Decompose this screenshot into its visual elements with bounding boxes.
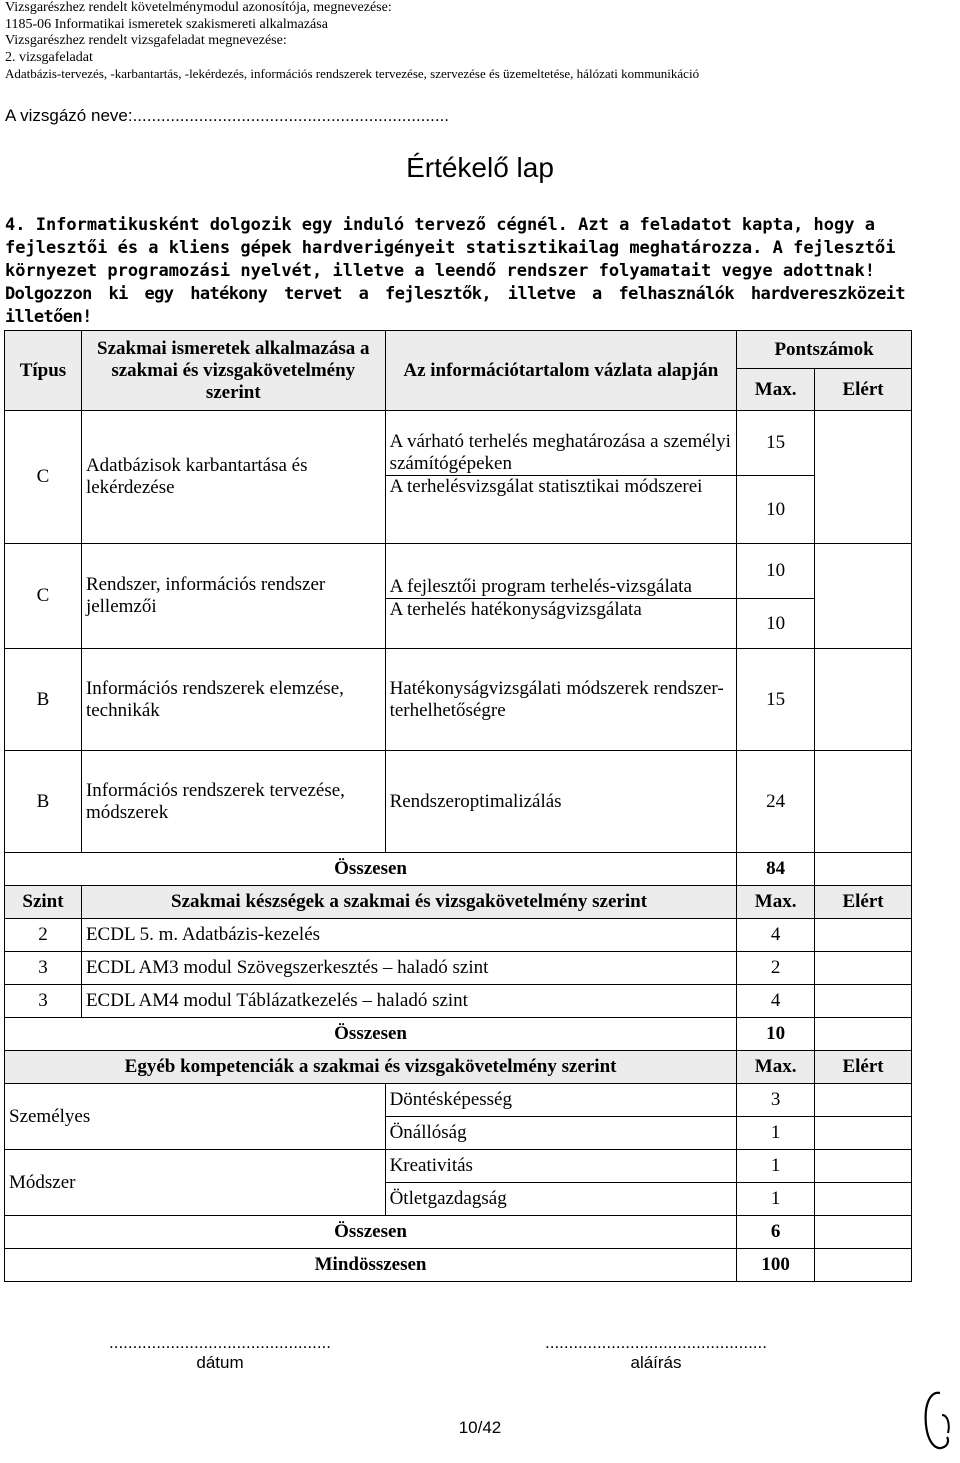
- competency-group: Módszer: [5, 1150, 386, 1216]
- evaluation-table: [4, 330, 912, 1282]
- col-achieved-header: Elért: [815, 369, 912, 411]
- row-content: A terhelés hatékonyságvizsgálata: [385, 599, 737, 649]
- date-label: dátum: [196, 1353, 244, 1372]
- competency-name: Kreativitás: [385, 1150, 737, 1183]
- task-line: Dolgozzon ki egy hatékony tervet a fejlesztők, illetve a felhasználók hardvereszközeit illetően!: [5, 284, 905, 327]
- row-content: A fejlesztői program terhelés-vizsgálata: [385, 544, 737, 599]
- total-label: Összesen: [5, 853, 737, 886]
- competency-max: 1: [737, 1150, 815, 1183]
- competency-max: 1: [737, 1183, 815, 1216]
- examinee-name-line: A vizsgázó neve:...................................................................: [5, 106, 450, 125]
- document-header: [5, 0, 699, 83]
- skills-achieved-header: Elért: [815, 886, 912, 919]
- row-content: A várható terhelés meghatározása a személyi számítógépeken: [385, 411, 737, 476]
- skill-max: 4: [737, 985, 815, 1018]
- competency-achieved: [815, 1084, 912, 1117]
- col-type-header: Típus: [5, 331, 82, 411]
- header-line: Adatbázis-tervezés, -karbantartás, -lekérdezés, információs rendszerek tervezése, szervezése és üzemeltetése, hálózati kommunikáció: [5, 66, 700, 81]
- skill-level: 3: [5, 985, 82, 1018]
- row-achieved: [815, 751, 912, 853]
- skill-achieved: [815, 919, 912, 952]
- page-title: Értékelő lap: [406, 152, 554, 183]
- date-line: ...............................................: [109, 1333, 331, 1352]
- skills-title-header: Szakmai készségek a szakmai és vizsgakövetelmény szerint: [81, 886, 736, 919]
- row-content: A terhelésvizsgálat statisztikai módszerei: [385, 476, 737, 544]
- competency-max: 1: [737, 1117, 815, 1150]
- skill-achieved: [815, 985, 912, 1018]
- skill-name: ECDL 5. m. Adatbázis-kezelés: [81, 919, 736, 952]
- grand-total-achieved: [815, 1249, 912, 1282]
- row-topic: Információs rendszerek elemzése, technikák: [81, 649, 385, 751]
- competency-name: Önállóság: [385, 1117, 737, 1150]
- col-outline-header: Az információtartalom vázlata alapján: [385, 331, 737, 411]
- skill-name: ECDL AM3 modul Szövegszerkesztés – haladó szint: [81, 952, 736, 985]
- task-line: fejlesztői és a kliens gépek hardverigényeit statisztikailag meghatározza. A fejlesztői: [5, 238, 896, 258]
- skill-max: 2: [737, 952, 815, 985]
- competency-max: 3: [737, 1084, 815, 1117]
- total-label: Összesen: [5, 1018, 737, 1051]
- total-max: 6: [737, 1216, 815, 1249]
- grand-total-label: Mindösszesen: [5, 1249, 737, 1282]
- header-line: 2. vizsgafeladat: [5, 49, 93, 65]
- total-max: 84: [737, 853, 815, 886]
- row-max: 10: [737, 544, 815, 599]
- row-max: 24: [737, 751, 815, 853]
- competency-name: Döntésképesség: [385, 1084, 737, 1117]
- page-number: 10/42: [458, 1418, 502, 1437]
- row-achieved: [815, 649, 912, 751]
- row-type: B: [5, 751, 82, 853]
- skill-level: 3: [5, 952, 82, 985]
- header-line: Vizsgarészhez rendelt követelménymodul azonosítója, megnevezése:: [5, 0, 392, 15]
- row-type: C: [5, 544, 82, 649]
- grand-total-max: 100: [737, 1249, 815, 1282]
- row-max: 10: [737, 476, 815, 544]
- competency-group: Személyes: [5, 1084, 386, 1150]
- col-points-header: Pontszámok: [737, 331, 912, 369]
- total-achieved: [815, 1216, 912, 1249]
- skills-max-header: Max.: [737, 886, 815, 919]
- row-topic: Információs rendszerek tervezése, módszerek: [81, 751, 385, 853]
- row-achieved: [815, 544, 912, 649]
- col-max-header: Max.: [737, 369, 815, 411]
- task-line: környezet programozási nyelvét, illetve a leendő rendszer folyamatait vegye adottnak!: [5, 261, 875, 281]
- row-content: Rendszeroptimalizálás: [385, 751, 737, 853]
- row-max: 10: [737, 599, 815, 649]
- competencies-achieved-header: Elért: [815, 1051, 912, 1084]
- sign-label: aláírás: [630, 1353, 682, 1372]
- competency-achieved: [815, 1117, 912, 1150]
- skill-name: ECDL AM4 modul Táblázatkezelés – haladó szint: [81, 985, 736, 1018]
- skill-level: 2: [5, 919, 82, 952]
- total-achieved: [815, 1018, 912, 1051]
- competency-achieved: [815, 1183, 912, 1216]
- row-max: 15: [737, 649, 815, 751]
- skill-achieved: [815, 952, 912, 985]
- date-signature-block: [80, 1333, 360, 1373]
- task-line: 4. Informatikusként dolgozik egy induló tervező cégnél. Azt a feladatot kapta, hogy a: [5, 215, 875, 235]
- header-line: 1185-06 Informatikai ismeretek szakismereti alkalmazása: [5, 16, 328, 32]
- row-max: 15: [737, 411, 815, 476]
- row-topic: Rendszer, információs rendszer jellemzői: [81, 544, 385, 649]
- skills-level-header: Szint: [5, 886, 82, 919]
- header-line: Vizsgarészhez rendelt vizsgafeladat megnevezése:: [5, 33, 287, 48]
- competencies-title-header: Egyéb kompetenciák a szakmai és vizsgakövetelmény szerint: [5, 1051, 737, 1084]
- task-description: [5, 214, 905, 329]
- total-max: 10: [737, 1018, 815, 1051]
- col-knowledge-header: Szakmai ismeretek alkalmazása a szakmai és vizsgakövetelmény szerint: [81, 331, 385, 411]
- row-topic: Adatbázisok karbantartása és lekérdezése: [81, 411, 385, 544]
- handwritten-mark-icon: [918, 1385, 958, 1460]
- competencies-max-header: Max.: [737, 1051, 815, 1084]
- sign-signature-block: [516, 1333, 796, 1373]
- row-achieved: [815, 411, 912, 544]
- row-type: B: [5, 649, 82, 751]
- row-type: C: [5, 411, 82, 544]
- total-achieved: [815, 853, 912, 886]
- competency-achieved: [815, 1150, 912, 1183]
- skill-max: 4: [737, 919, 815, 952]
- sign-line: ...............................................: [545, 1333, 767, 1352]
- total-label: Összesen: [5, 1216, 737, 1249]
- row-content: Hatékonyságvizsgálati módszerek rendszer- terhelhetőségre: [385, 649, 737, 751]
- competency-name: Ötletgazdagság: [385, 1183, 737, 1216]
